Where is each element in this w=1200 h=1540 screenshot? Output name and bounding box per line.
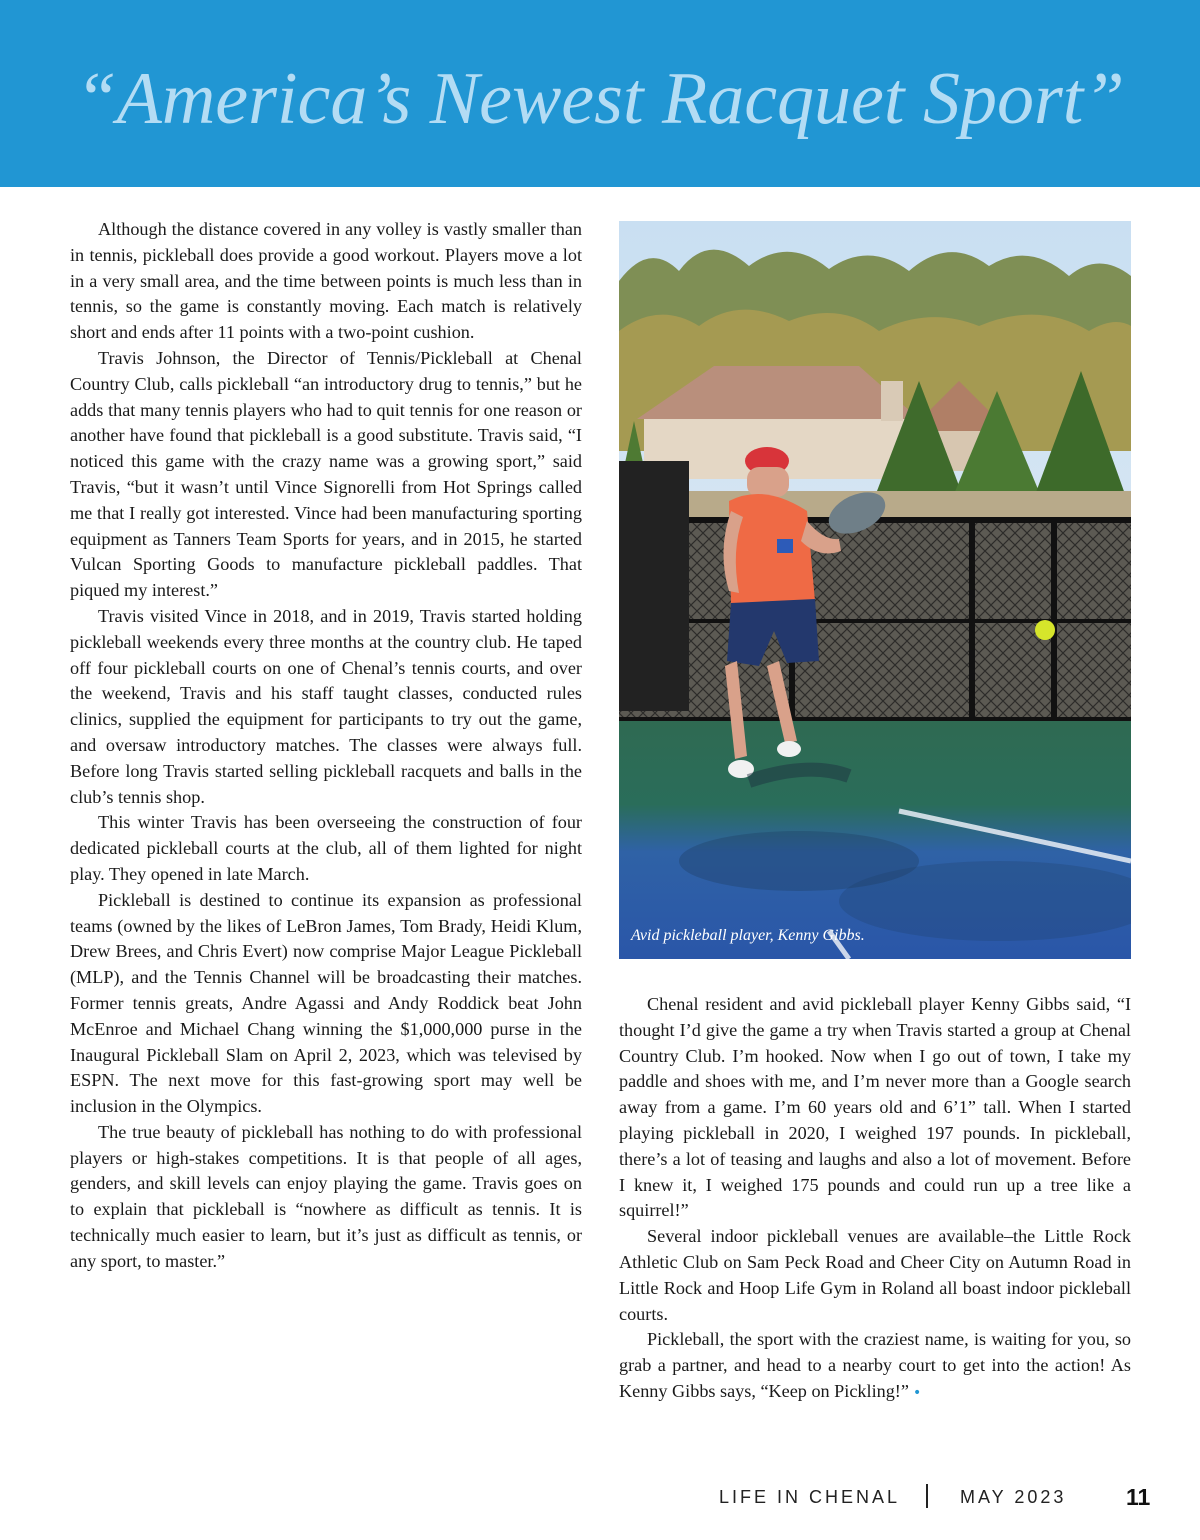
page-title: “America’s Newest Racquet Sport” bbox=[75, 58, 1125, 140]
paragraph: This winter Travis has been overseeing the construction of four dedicated pickleball courts at the club, all of them lighted for night play. They opened in late March. bbox=[70, 812, 582, 884]
photo-pickleball-player bbox=[619, 221, 1131, 959]
paragraph: Pickleball is destined to continue its expansion as professional teams (owned by the likes of LeBron James, Tom Brady, Heidi Klum, Drew Brees, and Chris Evert) now comprise Major League Pickleball (MLP), and the Tennis Channel will be broadcasting their matches. Former tennis greats, Andre Agassi and Andy Roddick beat John McEnroe and Michael Chang winning the $1,000,000 purse in the Inaugural Pickleball Slam on April 2, 2023, which was televised by ESPN. The next move for this fast-growing sport may well be inclusion in the Olympics. bbox=[70, 889, 582, 1117]
end-mark-icon: • bbox=[912, 1384, 922, 1401]
paragraph-text: Pickleball, the sport with the craziest name, is waiting for you, so grab a partner, and head to a nearby court to get into the action! As Kenny Gibbs says, “Keep on Pickling!” bbox=[619, 1329, 1131, 1401]
right-column bbox=[619, 992, 1131, 1407]
paragraph-last bbox=[619, 1327, 1131, 1406]
photo-caption: Avid pickleball player, Kenny Gibbs. bbox=[631, 927, 865, 944]
photo-illustration bbox=[619, 221, 1131, 959]
footer-divider bbox=[926, 1484, 928, 1508]
page-number: 11 bbox=[1126, 1484, 1151, 1510]
paragraph: Although the distance covered in any volley is vastly smaller than in tennis, pickleball does provide a good workout. Players move a lot in a very small area, and the time between points is much less than in tennis, so the game is constantly moving. Each match is relatively short and ends after 11 points with a two-point cushion. bbox=[70, 219, 582, 343]
page-footer bbox=[0, 1484, 1200, 1510]
left-column bbox=[70, 217, 582, 1275]
paragraph: Travis Johnson, the Director of Tennis/Pickleball at Chenal Country Club, calls pickleball “an introductory drug to tennis,” but he adds that many tennis players who had to quit tennis for one reason or another have found that pickleball is a good substitute. Travis said, “I noticed this game with the crazy name was a growing sport,” said Travis, “but it wasn’t until Vince Signorelli from Hot Springs called me that I really got interested. Vince had been manufacturing sporting equipment as Tanners Team Sports for years, and in 2015, he started Vulcan Sporting Goods to manufacture pickleball paddles. That piqued my interest.” bbox=[70, 347, 582, 601]
publication-name: LIFE IN CHENAL bbox=[718, 1487, 900, 1507]
title-banner bbox=[0, 0, 1200, 187]
paragraph: The true beauty of pickleball has nothing to do with professional players or high-stakes competitions. It is that people of all ages, genders, and skill levels can enjoy playing the game. Travis goes on to explain that pickleball is “nowhere as difficult as tennis. It is technically much easier to learn, but it’s just as difficult as tennis, or any sport, to master.” bbox=[70, 1121, 582, 1271]
paragraph: Several indoor pickleball venues are available–the Little Rock Athletic Club on Sam Peck Road and Cheer City on Autumn Road in Little Rock and Hoop Life Gym in Roland all boast indoor pickleball courts. bbox=[619, 1226, 1131, 1324]
paragraph: Chenal resident and avid pickleball player Kenny Gibbs said, “I thought I’d give the game a try when Travis started a group at Chenal Country Club. I’m hooked. Now when I go out of town, I take my paddle and shoes with me, and I’m never more than a Google search away from a game. I’m 60 years old and 6’1” tall. When I started playing pickleball in 2020, I weighed 197 pounds. In pickleball, there’s a lot of teasing and laughs and also a lot of movement. Before I knew it, I weighed 175 pounds and could run up a tree like a squirrel!” bbox=[619, 994, 1131, 1221]
issue-date: MAY 2023 bbox=[960, 1487, 1067, 1507]
paragraph: Travis visited Vince in 2018, and in 2019, Travis started holding pickleball weekends every three months at the country club. He taped off four pickleball courts on one of Chenal’s tennis courts, and over the weekend, Travis and his staff taught classes, conducted rules clinics, supplied the equipment for participants to try out the game, and oversaw introductory matches. The classes were always full. Before long Travis started selling pickleball racquets and balls in the club’s tennis shop. bbox=[70, 605, 582, 807]
